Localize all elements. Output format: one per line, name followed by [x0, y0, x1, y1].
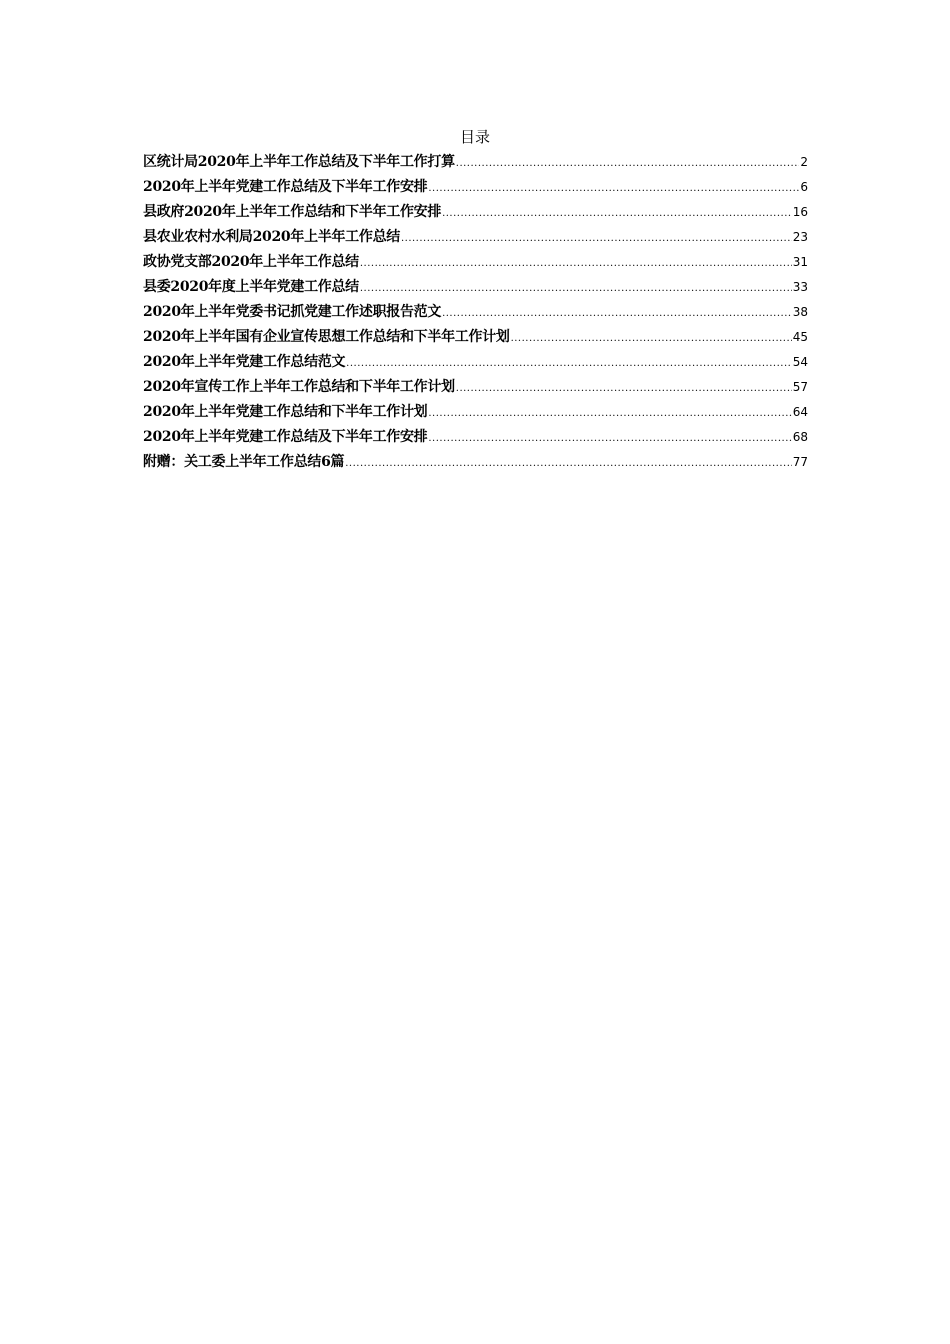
- toc-entry-page: 2: [800, 155, 808, 169]
- toc-entry[interactable]: [143, 200, 808, 225]
- toc-entry-title: 附赠：关工委上半年工作总结6篇: [143, 454, 345, 470]
- toc-entry[interactable]: [143, 425, 808, 450]
- toc-entry[interactable]: [143, 450, 808, 475]
- toc-entry-title: 2020年上半年党建工作总结和下半年工作计划: [143, 404, 428, 420]
- toc-entry-page: 38: [792, 305, 808, 319]
- toc-entry[interactable]: [143, 175, 808, 200]
- toc-entry-page: 68: [792, 430, 808, 444]
- toc-entry[interactable]: [143, 375, 808, 400]
- toc-entry-page: 16: [792, 205, 808, 219]
- toc-dot-leader: [401, 226, 792, 251]
- toc-entry-title: 2020年上半年国有企业宣传思想工作总结和下半年工作计划: [143, 329, 510, 345]
- toc-entry-title: 2020年上半年党建工作总结及下半年工作安排: [143, 429, 428, 445]
- toc-dot-leader: [456, 151, 800, 176]
- toc-entry-title: 县农业农村水利局2020年上半年工作总结: [143, 229, 400, 245]
- toc-entry[interactable]: [143, 275, 808, 300]
- toc-entry-page: 31: [792, 255, 808, 269]
- toc-entry-title: 2020年上半年党建工作总结范文: [143, 354, 346, 370]
- toc-dot-leader: [346, 351, 792, 376]
- toc-entry-title: 2020年上半年党委书记抓党建工作述职报告范文: [143, 304, 442, 320]
- toc-dot-leader: [428, 426, 791, 451]
- toc-entry[interactable]: [143, 250, 808, 275]
- toc-entry[interactable]: [143, 400, 808, 425]
- toc-entry[interactable]: [143, 150, 808, 175]
- toc-list: [143, 150, 808, 475]
- toc-dot-leader: [442, 201, 792, 226]
- toc-entry-page: 6: [800, 180, 808, 194]
- toc-entry-title: 政协党支部2020年上半年工作总结: [143, 254, 359, 270]
- toc-dot-leader: [428, 176, 799, 201]
- toc-entry-page: 64: [792, 405, 808, 419]
- toc-dot-leader: [511, 326, 792, 351]
- toc-entry-title: 县政府2020年上半年工作总结和下半年工作安排: [143, 204, 442, 220]
- toc-dot-leader: [428, 401, 791, 426]
- toc-dot-leader: [360, 251, 792, 276]
- toc-dot-leader: [360, 276, 792, 301]
- toc-entry[interactable]: [143, 350, 808, 375]
- toc-dot-leader: [456, 376, 792, 401]
- toc-entry-page: 23: [792, 230, 808, 244]
- toc-title: 目录: [459, 128, 490, 146]
- toc-entry-title: 区统计局2020年上半年工作总结及下半年工作打算: [143, 154, 455, 170]
- toc-dot-leader: [442, 301, 792, 326]
- toc-entry-page: 54: [792, 355, 808, 369]
- toc-entry[interactable]: [143, 225, 808, 250]
- toc-entry-page: 33: [792, 280, 808, 294]
- toc-entry-page: 57: [792, 380, 808, 394]
- toc-entry-page: 77: [792, 455, 808, 469]
- toc-entry-page: 45: [792, 330, 808, 344]
- toc-dot-leader: [345, 451, 791, 476]
- toc-entry[interactable]: [143, 325, 808, 350]
- toc-entry-title: 2020年上半年党建工作总结及下半年工作安排: [143, 179, 428, 195]
- toc-entry[interactable]: [143, 300, 808, 325]
- toc-entry-title: 县委2020年度上半年党建工作总结: [143, 279, 359, 295]
- toc-entry-title: 2020年宣传工作上半年工作总结和下半年工作计划: [143, 379, 455, 395]
